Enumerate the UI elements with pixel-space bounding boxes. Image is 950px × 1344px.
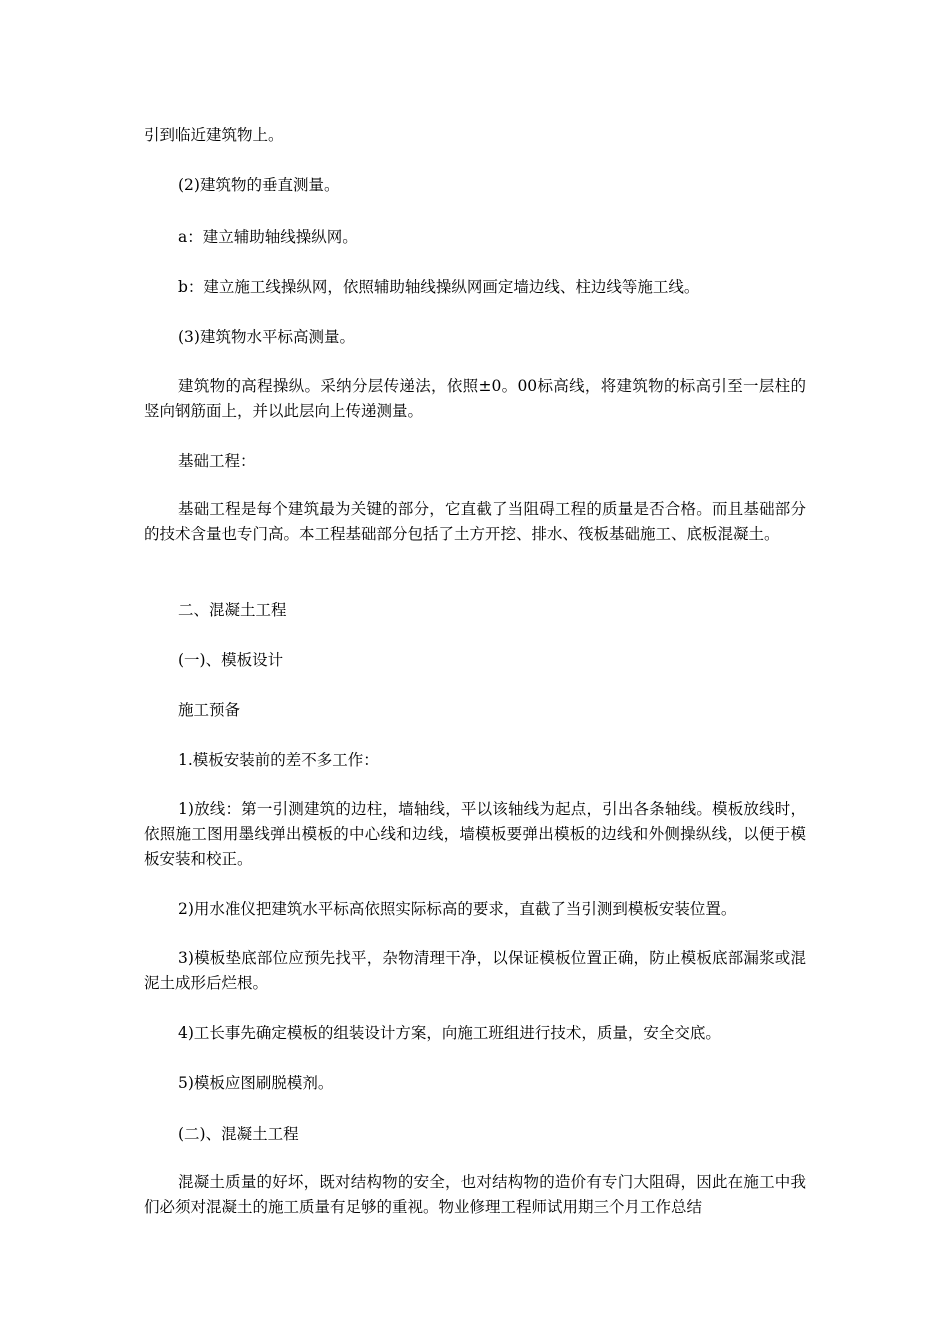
paragraph-foundation-body: 基础工程是每个建筑最为关键的部分，它直截了当阻碍工程的质量是否合格。而且基础部分的技术含量也专门高。本工程基础部分包括了土方开挖、排水、筏板基础施工、底板混凝土。 — [144, 500, 806, 543]
paragraph-step-3: 3)模板垫底部位应预先找平，杂物清理干净，以保证模板位置正确，防止模板底部漏浆或混泥土成形后烂根。 — [144, 949, 806, 992]
paragraph-continuation: 引到临近建筑物上。 — [144, 126, 284, 144]
section-heading-concrete: 二、混凝土工程 — [178, 601, 287, 619]
paragraph-item-b: b：建立施工线操纵网，依照辅助轴线操纵网画定墙边线、柱边线等施工线。 — [178, 278, 700, 296]
paragraph-foundation-heading: 基础工程： — [178, 452, 256, 470]
paragraph-concrete-quality: 混凝土质量的好坏，既对结构物的安全，也对结构物的造价有专门大阻碍，因此在施工中我们必须对混凝土的施工质量有足够的重视。物业修理工程师试用期三个月工作总结 — [144, 1173, 806, 1216]
paragraph-step-2: 2)用水准仪把建筑水平标高依照实际标高的要求，直截了当引测到模板安装位置。 — [178, 900, 737, 918]
paragraph-preparation: 施工预备 — [178, 701, 241, 719]
paragraph-item-a: a：建立辅助轴线操纵网。 — [178, 228, 358, 246]
subsection-heading-formwork: (一)、模板设计 — [178, 651, 284, 669]
subsection-heading-concrete-works: (二)、混凝土工程 — [178, 1125, 299, 1143]
paragraph-basic-work-heading: 1.模板安装前的差不多工作： — [178, 751, 379, 769]
paragraph-step-1: 1)放线：第一引测建筑的边柱，墙轴线，平以该轴线为起点，引出各条轴线。模板放线时，依照施工图用墨线弹出模板的中心线和边线，墙模板要弹出模板的边线和外侧操纵线，以便于模板安装和校正。 — [144, 800, 806, 868]
paragraph-step-4: 4)工长事先确定模板的组装设计方案，向施工班组进行技术，质量，安全交底。 — [178, 1024, 721, 1042]
paragraph-step-5: 5)模板应图刷脱模剂。 — [178, 1074, 334, 1092]
paragraph-vertical-survey-heading: (2)建筑物的垂直测量。 — [178, 176, 340, 194]
paragraph-level-survey-heading: (3)建筑物水平标高测量。 — [178, 328, 355, 346]
paragraph-elevation-control: 建筑物的高程操纵。采纳分层传递法，依照±0。00标高线，将建筑物的标高引至一层柱的竖向钢筋面上，并以此层向上传递测量。 — [144, 377, 806, 420]
